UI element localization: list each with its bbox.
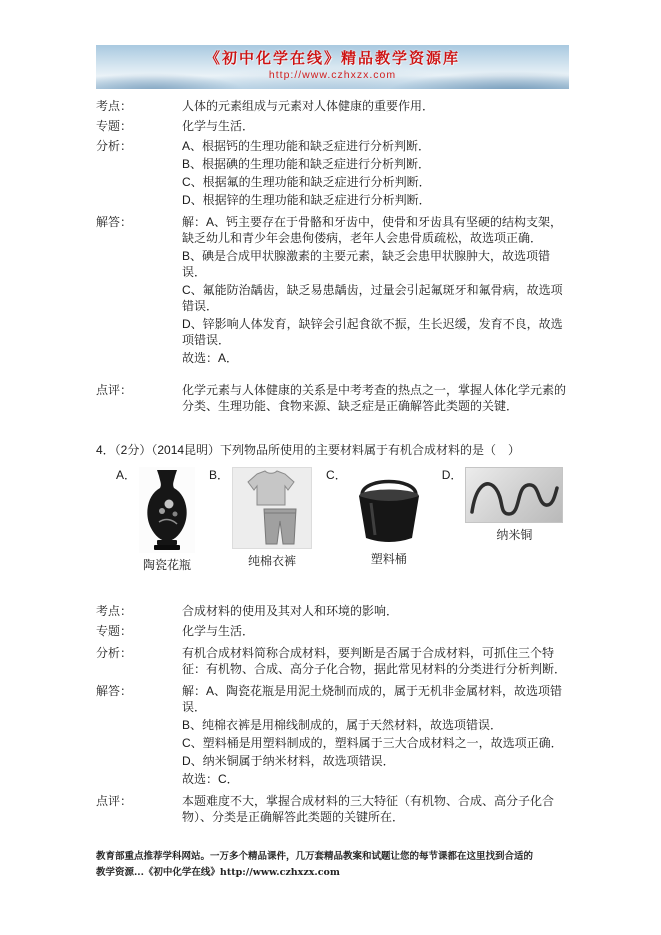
footer-line-2: 教学资源...《初中化学在线》http://www.czhxzx.com	[96, 867, 340, 878]
nano-copper-graphic	[466, 468, 562, 522]
row-label-analysis: 分析：	[96, 139, 133, 153]
qa-row-analysis-1	[96, 138, 569, 210]
option-b-caption: 纯棉衣裤	[248, 554, 297, 568]
paragraph: 化学与生活．	[182, 624, 255, 638]
option-a-caption: 陶瓷花瓶	[143, 558, 192, 572]
paragraph: 故选：C．	[182, 772, 239, 786]
option-a-body	[139, 467, 195, 573]
paragraph: D、锌影响人体发育，缺锌会引起食欲不振，生长迟缓，发育不良，故选项错误．	[182, 317, 563, 347]
paragraph: 化学与生活．	[182, 119, 255, 133]
paragraph: 故选：A．	[182, 351, 239, 365]
qa-row-comment-2	[96, 793, 569, 827]
option-c	[326, 467, 428, 567]
option-a	[116, 467, 195, 573]
qa-row-comment-1	[96, 382, 569, 416]
option-b-letter: B．	[209, 468, 230, 482]
cotton-clothes-graphic	[234, 469, 310, 547]
row-content-topic	[182, 118, 569, 136]
row-content-comment	[182, 382, 569, 416]
row-label-exam-point: 考点：	[96, 99, 133, 113]
paragraph: 解：A、钙主要存在于骨骼和牙齿中，使骨和牙齿具有坚硬的结构支架，缺乏幼儿和青少年会患佝偻病，老年人会患骨质疏松，故选项正确．	[182, 215, 563, 245]
qa-row-analysis-2	[96, 645, 569, 679]
paragraph: A、根据钙的生理功能和缺乏症进行分析判断．	[182, 139, 431, 153]
paragraph: C、塑料桶是用塑料制成的，塑料属于三大合成材料之一，故选项正确．	[182, 736, 563, 750]
page-footer	[96, 849, 569, 881]
paragraph: 有机合成材料简称合成材料，要判断是否属于合成材料，可抓住三个特征：有机物、合成、高分子化合物，据此常见材料的分类进行分析判断．	[182, 646, 567, 676]
paragraph: B、纯棉衣裤是用棉线制成的，属于天然材料，故选项错误．	[182, 718, 503, 732]
option-d-body	[465, 467, 563, 543]
row-content-topic	[182, 623, 569, 641]
option-c-caption: 塑料桶	[370, 552, 407, 566]
qa-row-topic-1	[96, 118, 569, 136]
paragraph: 化学元素与人体健康的关系是中考考查的热点之一，掌握人体化学元素的分类、生理功能、食物来源、缺乏症是正确解答此类题的关键．	[182, 383, 567, 413]
row-content-exam-point	[182, 98, 569, 116]
option-c-letter: C．	[326, 468, 347, 482]
option-c-body	[350, 467, 428, 567]
qa-row-topic-2	[96, 623, 569, 641]
row-content-exam-point	[182, 603, 569, 621]
plastic-bucket-graphic	[352, 469, 426, 545]
banner-title: 《初中化学在线》精品教学资源库	[204, 50, 460, 67]
question-4	[96, 442, 569, 573]
footer-line-1: 教育部重点推荐学科网站。一万多个精品课件，几万套精品教案和试题让您的每节课都在这里找到合适的	[96, 851, 534, 862]
qa-row-exam-point-1	[96, 98, 569, 116]
paragraph: 解：A、陶瓷花瓶是用泥土烧制而成的，属于无机非金属材料，故选项错误．	[182, 684, 563, 714]
option-d	[442, 467, 564, 543]
paragraph: 本题难度不大，掌握合成材料的三大特征（有机物、合成、高分子化合物）、分类是正确解答此类题的关键所在．	[182, 794, 555, 824]
question-stem: 4．（2分）（2014昆明）下列物品所使用的主要材料属于有机合成材料的是（ ）	[96, 443, 521, 457]
row-content-analysis	[182, 138, 569, 210]
paragraph: D、纳米铜属于纳米材料，故选项错误．	[182, 754, 395, 768]
question-options	[96, 467, 569, 573]
row-label-topic: 专题：	[96, 119, 133, 133]
ceramic-vase-graphic	[141, 468, 193, 552]
row-content-solution	[182, 683, 569, 789]
option-d-letter: D．	[441, 468, 463, 482]
plastic-bucket-image	[350, 467, 428, 547]
row-label-exam-point: 考点：	[96, 604, 133, 618]
option-a-letter: A．	[116, 468, 137, 482]
row-label-solution: 解答：	[96, 215, 133, 229]
row-content-comment	[182, 793, 569, 827]
qa-row-exam-point-2	[96, 603, 569, 621]
row-label-analysis: 分析：	[96, 646, 133, 660]
paragraph: 合成材料的使用及其对人和环境的影响．	[182, 604, 399, 618]
row-content-analysis	[182, 645, 569, 679]
option-b-body	[232, 467, 312, 569]
row-label-topic: 专题：	[96, 624, 133, 638]
paragraph: C、氟能防治龋齿，缺乏易患龋齿，过量会引起氟斑牙和氟骨病，故选项错误．	[182, 283, 563, 313]
site-banner[interactable]	[96, 45, 569, 89]
qa-row-solution-1	[96, 214, 569, 368]
answer-block-1	[96, 98, 569, 416]
row-label-comment: 点评：	[96, 794, 133, 808]
row-label-comment: 点评：	[96, 383, 133, 397]
ceramic-vase-image	[139, 467, 195, 553]
cotton-clothes-image	[232, 467, 312, 549]
row-content-solution	[182, 214, 569, 368]
paragraph: 人体的元素组成与元素对人体健康的重要作用．	[182, 99, 435, 113]
option-b	[209, 467, 312, 569]
paragraph: C、根据氟的生理功能和缺乏症进行分析判断．	[182, 175, 431, 189]
banner-url[interactable]: http://www.czhxzx.com	[268, 69, 397, 81]
option-d-caption: 纳米铜	[496, 528, 533, 542]
paragraph: B、碘是合成甲状腺激素的主要元素，缺乏会患甲状腺肿大，故选项错误．	[182, 249, 551, 279]
document-content	[96, 45, 569, 881]
nano-copper-image	[465, 467, 563, 523]
paragraph: B、根据碘的生理功能和缺乏症进行分析判断．	[182, 157, 431, 171]
paragraph: D、根据锌的生理功能和缺乏症进行分析判断．	[182, 193, 431, 207]
row-label-solution: 解答：	[96, 684, 133, 698]
answer-block-2	[96, 603, 569, 827]
qa-row-solution-2	[96, 683, 569, 789]
